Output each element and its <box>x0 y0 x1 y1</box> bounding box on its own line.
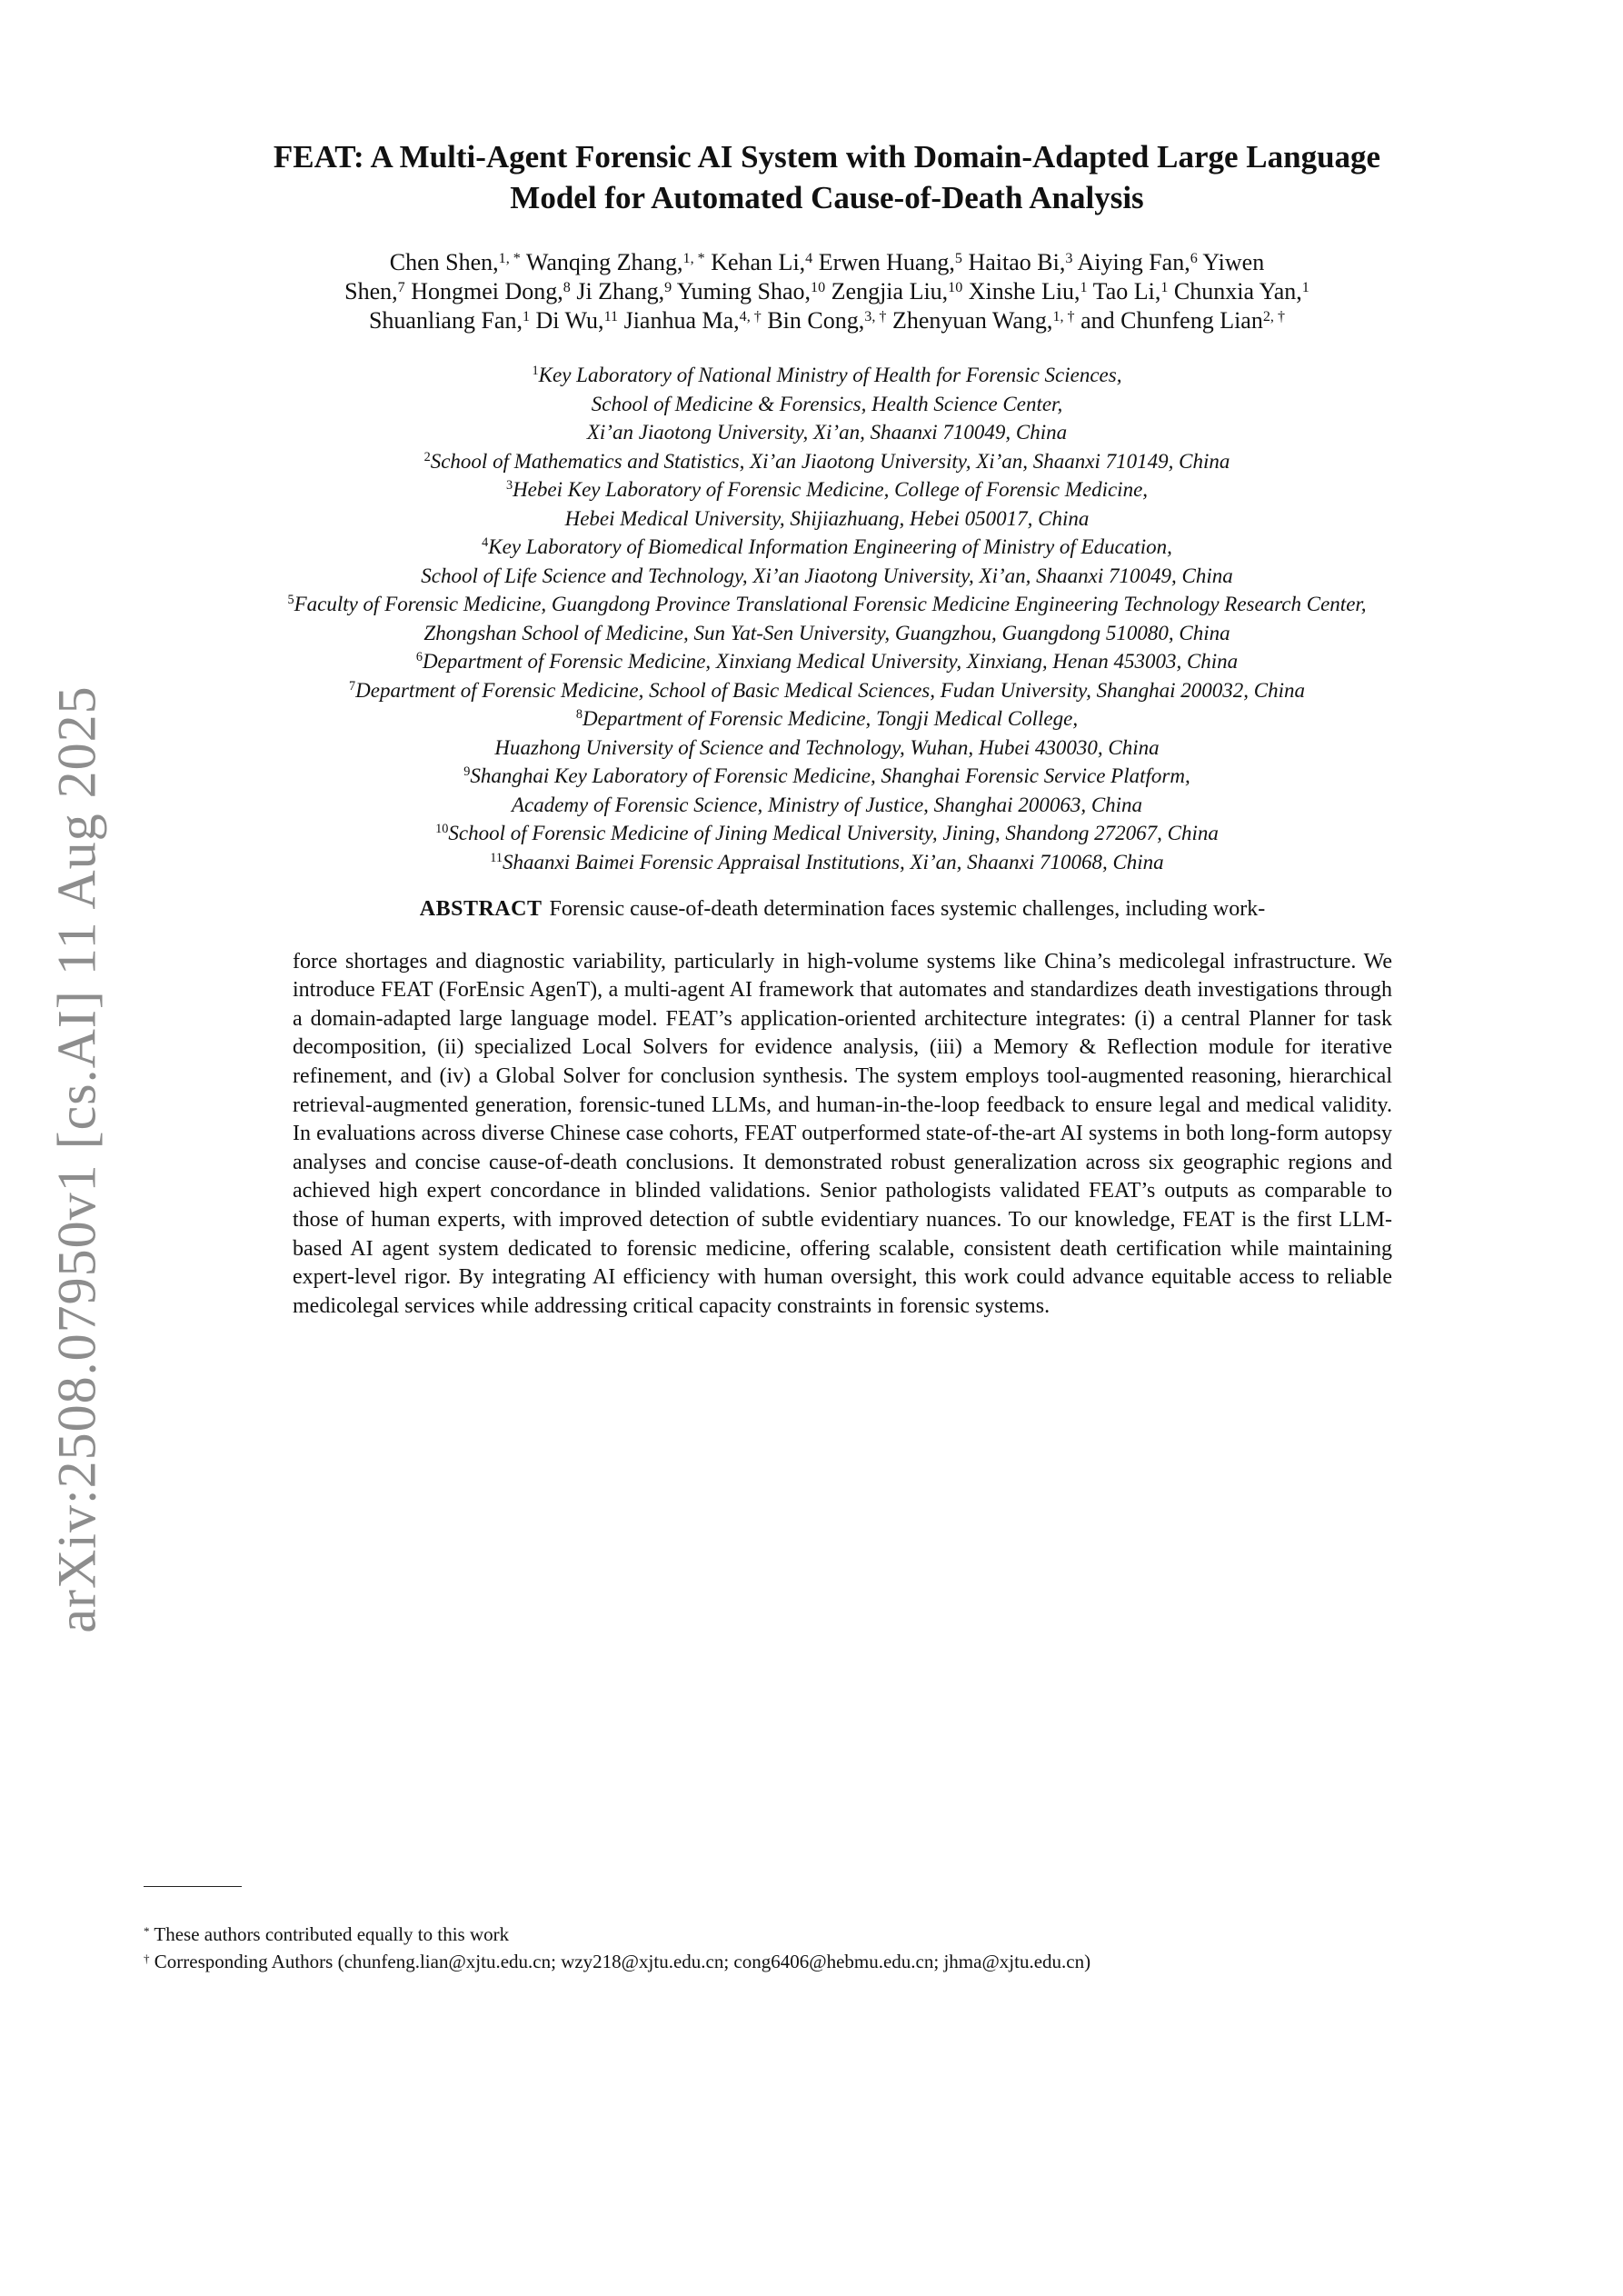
superscript-marker: 5 <box>954 251 962 266</box>
superscript-marker: 7 <box>397 280 405 295</box>
superscript-marker: 3, † <box>864 309 887 324</box>
superscript-marker: 7 <box>349 678 356 694</box>
superscript-marker: 4 <box>482 535 489 550</box>
superscript-marker: 8 <box>575 707 583 722</box>
abstract-section <box>293 895 1392 1321</box>
line-text: Hebei Key Laboratory of Forensic Medicine, College of Forensic Medicine, <box>513 478 1149 501</box>
line-text: Key Laboratory of National Ministry of Health for Forensic Sciences, <box>538 364 1122 386</box>
footnote-mark: * <box>144 1924 150 1938</box>
superscript-marker: 3 <box>505 478 513 493</box>
line-text: and Chunfeng Lian <box>1074 307 1263 334</box>
footnote-equal-contribution <box>144 1921 1525 1948</box>
footnote-corresponding-authors <box>144 1948 1525 1975</box>
affiliation-line <box>127 819 1527 848</box>
line-text: Tao Li, <box>1087 278 1161 304</box>
superscript-marker: 9 <box>664 280 672 295</box>
affiliation-line <box>127 704 1527 734</box>
line-text: Chen Shen, <box>389 249 499 275</box>
line-text: Shen, <box>344 278 398 304</box>
superscript-marker: 11 <box>490 850 503 865</box>
line-text: Huazhong University of Science and Technology, Wuhan, Hubei 430030, China <box>494 735 1160 759</box>
superscript-marker: 1 <box>1080 280 1088 295</box>
superscript-marker: 6 <box>1190 251 1198 266</box>
line-text: Zhenyuan Wang, <box>886 307 1053 334</box>
arxiv-watermark: arXiv:2508.07950v1 [cs.AI] 11 Aug 2025 <box>46 684 107 1633</box>
line-text: Shaanxi Baimei Forensic Appraisal Institutions, Xi’an, Shaanxi 710068, China <box>503 850 1164 873</box>
affiliation-line <box>127 619 1527 648</box>
superscript-marker: 1 <box>1301 280 1309 295</box>
line-text: Shuanliang Fan, <box>368 307 523 334</box>
line-text: Aiying Fan, <box>1072 249 1190 275</box>
affiliation-line <box>127 676 1527 705</box>
superscript-marker: 10 <box>948 280 963 295</box>
line-text: Yuming Shao, <box>672 278 812 304</box>
footnotes <box>144 1921 1525 1975</box>
affiliation-line <box>127 390 1527 419</box>
abstract-label: ABSTRACT <box>419 897 543 921</box>
line-text: School of Forensic Medicine of Jining Medical University, Jining, Shandong 272067, China <box>448 822 1219 844</box>
author-line <box>145 277 1508 306</box>
title-line: Model for Automated Cause-of-Death Analysis <box>510 180 1144 215</box>
paper-title <box>145 136 1508 218</box>
line-text: Bin Cong, <box>761 307 865 334</box>
line-text: Department of Forensic Medicine, Tongji Medical College, <box>582 707 1079 730</box>
affiliation-line <box>127 848 1527 877</box>
affiliation-list <box>127 361 1527 876</box>
footnote-rule <box>144 1886 242 1887</box>
superscript-marker: 1, † <box>1052 309 1075 324</box>
title-line: FEAT: A Multi-Agent Forensic AI System with Domain-Adapted Large Language <box>273 139 1381 175</box>
superscript-marker: 1 <box>1160 280 1169 295</box>
superscript-marker: 8 <box>563 280 571 295</box>
arxiv-watermark-container <box>27 668 127 1650</box>
line-text: Academy of Forensic Science, Ministry of Justice, Shanghai 200063, China <box>511 793 1143 816</box>
affiliation-line <box>127 475 1527 504</box>
line-text: Shanghai Key Laboratory of Forensic Medicine, Shanghai Forensic Service Platform, <box>470 764 1190 787</box>
line-text: School of Medicine & Forensics, Health Science Center, <box>591 392 1063 415</box>
superscript-marker: 10 <box>811 280 826 295</box>
affiliation-line <box>127 791 1527 820</box>
footnote-text: These authors contributed equally to this work <box>154 1923 510 1945</box>
superscript-marker: 2 <box>423 449 431 464</box>
author-line <box>145 306 1508 335</box>
line-text: School of Mathematics and Statistics, Xi’an Jiaotong University, Xi’an, Shaanxi 710149, China <box>430 449 1230 473</box>
line-text: Chunxia Yan, <box>1168 278 1302 304</box>
affiliation-line <box>127 447 1527 476</box>
line-text: Zhongshan School of Medicine, Sun Yat-Sen University, Guangzhou, Guangdong 510080, China <box>423 621 1230 644</box>
author-list <box>145 248 1508 335</box>
superscript-marker: 4 <box>805 251 813 266</box>
affiliation-line <box>127 734 1527 763</box>
superscript-marker: 9 <box>463 764 471 779</box>
affiliation-line <box>127 361 1527 390</box>
line-text: Haitao Bi, <box>961 249 1066 275</box>
line-text: Di Wu, <box>530 307 604 334</box>
affiliation-line <box>127 647 1527 676</box>
line-text: Kehan Li, <box>704 249 806 275</box>
superscript-marker: 4, † <box>739 309 762 324</box>
line-text: Hongmei Dong, <box>404 278 563 304</box>
line-text: Department of Forensic Medicine, Xinxiang Medical University, Xinxiang, Henan 453003, China <box>422 650 1239 673</box>
abstract-first-line <box>293 895 1392 924</box>
line-text: Zengjia Liu, <box>825 278 949 304</box>
line-text: Wanqing Zhang, <box>520 249 683 275</box>
superscript-marker: 3 <box>1065 251 1073 266</box>
affiliation-line <box>127 562 1527 591</box>
line-text: Department of Forensic Medicine, School of Basic Medical Sciences, Fudan University, Shanghai 200032, China <box>355 678 1305 702</box>
abstract-opening: Forensic cause-of-death determination faces systemic challenges, including work- <box>549 897 1266 921</box>
line-text: Yiwen <box>1197 249 1265 275</box>
superscript-marker: 5 <box>287 593 294 607</box>
superscript-marker: 1, * <box>682 251 705 266</box>
superscript-marker: 11 <box>603 309 619 324</box>
superscript-marker: 1 <box>522 309 531 324</box>
line-text: Faculty of Forensic Medicine, Guangdong Province Translational Forensic Medicine Engineering Technology Research Center, <box>294 593 1367 615</box>
line-text: Xinshe Liu, <box>962 278 1080 304</box>
superscript-marker: 1, * <box>498 251 521 266</box>
line-text: Xi’an Jiaotong University, Xi’an, Shaanxi 710049, China <box>586 421 1068 444</box>
footnote-text: Corresponding Authors (chunfeng.lian@xjtu.edu.cn; wzy218@xjtu.edu.cn; cong6406@hebmu.edu.cn; jhma@xjtu.edu.cn) <box>154 1951 1091 1972</box>
abstract-body: force shortages and diagnostic variability, particularly in high-volume systems like China’s medicolegal infrastructure. We introduce FEAT (ForEnsic AgenT), a multi-agent AI framework that automates and standardizes death investigations through a domain-adapted large language model. FEAT’s application-oriented architecture integrates: (i) a central Planner for task decomposition, (ii) specialized Local Solvers for evidence analysis, (iii) a Memory & Reflection module for iterative refinement, and (iv) a Global Solver for conclusion synthesis. The system employs tool-augmented reasoning, hierarchical retrieval-augmented generation, forensic-tuned LLMs, and human-in-the-loop feedback to ensure legal and medical validity. In evaluations across diverse Chinese case cohorts, FEAT outperformed state-of-the-art AI systems in both long-form autopsy analyses and concise cause-of-death conclusions. It demonstrated robust generalization across six geographic regions and achieved high expert concordance in blinded validations. Senior pathologists validated FEAT’s outputs as comparable to those of human experts, with improved detection of subtle evidentiary nuances. To our knowledge, FEAT is the first LLM-based AI agent system dedicated to forensic medicine, offering scalable, consistent death certification while maintaining expert-level rigor. By integrating AI efficiency with human oversight, this work could advance equitable access to reliable medicolegal services while addressing critical capacity constraints in forensic systems. <box>293 949 1392 1318</box>
line-text: School of Life Science and Technology, Xi’an Jiaotong University, Xi’an, Shaanxi 710049, China <box>421 564 1233 587</box>
superscript-marker: 2, † <box>1262 309 1286 324</box>
line-text: Erwen Huang, <box>812 249 955 275</box>
superscript-marker: 1 <box>532 364 539 378</box>
footnote-mark: † <box>144 1952 150 1965</box>
author-line <box>145 248 1508 277</box>
line-text: Jianhua Ma, <box>618 307 740 334</box>
superscript-marker: 10 <box>435 822 449 836</box>
line-text: Key Laboratory of Biomedical Information Engineering of Ministry of Education, <box>488 535 1172 558</box>
superscript-marker: 6 <box>415 650 423 664</box>
affiliation-line <box>127 590 1527 619</box>
affiliation-line <box>127 504 1527 534</box>
line-text: Hebei Medical University, Shijiazhuang, Hebei 050017, China <box>564 506 1090 530</box>
line-text: Ji Zhang, <box>570 278 665 304</box>
affiliation-line <box>127 533 1527 562</box>
affiliation-line <box>127 762 1527 791</box>
affiliation-line <box>127 418 1527 447</box>
